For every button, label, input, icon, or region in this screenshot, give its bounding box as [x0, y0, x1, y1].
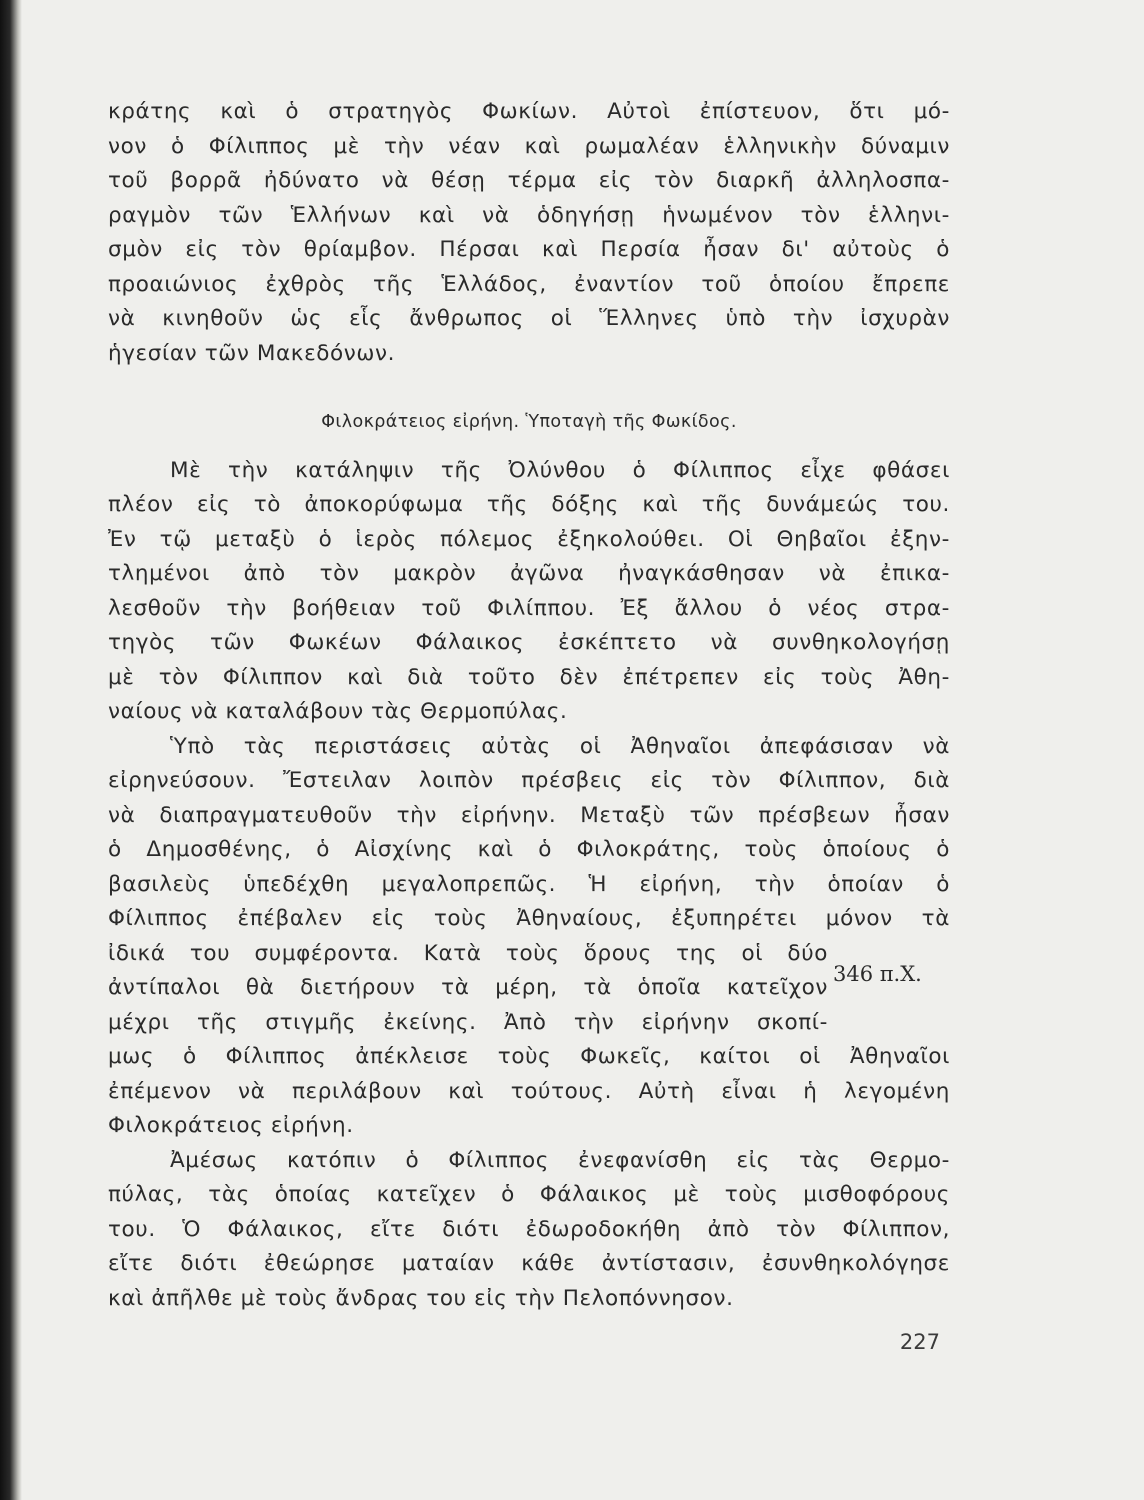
page-number: 227 [899, 1330, 940, 1354]
text-line: ραγμὸν τῶν Ἑλλήνων καὶ νὰ ὁδηγήσῃ ἡνωμένον τὸν ἑλληνι- [108, 202, 950, 228]
text-line: τλημένοι ἀπὸ τὸν μακρὸν ἀγῶνα ἠναγκάσθησαν νὰ ἐπικα- [108, 561, 950, 586]
text-line: βασιλεὺς ὑπεδέχθη μεγαλοπρεπῶς. Ἡ εἰρήνη, τὴν ὁποίαν ὁ [108, 871, 950, 897]
text-line: νον ὁ Φίλιππος μὲ τὴν νέαν καὶ ρωμαλέαν ἑλληνικὴν δύναμιν [108, 133, 950, 159]
text-line: ναίους νὰ καταλάβουν τὰς Θερμοπύλας. [108, 699, 568, 724]
text-line: πύλας, τὰς ὁποίας κατεῖχεν ὁ Φάλαικος μὲ τοὺς μισθοφόρους [108, 1182, 950, 1207]
text-line: εἴτε διότι ἐθεώρησε ματαίαν κάθε ἀντίστασιν, ἐσυνθηκολόγησε [108, 1251, 950, 1276]
text-line: τοῦ βορρᾶ ἠδύνατο νὰ θέσῃ τέρμα εἰς τὸν διαρκῆ ἀλληλοσπα- [108, 168, 950, 193]
text-line: κράτης καὶ ὁ στρατηγὸς Φωκίων. Αὐτοὶ ἐπίστευον, ὅτι μό- [108, 99, 950, 124]
text-line: ἰδικά του συμφέροντα. Κατὰ τοὺς ὅρους της οἱ δύο [108, 940, 828, 966]
text-line: μως ὁ Φίλιππος ἀπέκλεισε τοὺς Φωκεῖς, καίτοι οἱ Ἀθηναῖοι [108, 1044, 950, 1069]
text-line: καὶ ἀπῆλθε μὲ τοὺς ἄνδρας του εἰς τὴν Πελοπόννησον. [108, 1285, 734, 1311]
text-line: εἰρηνεύσουν. Ἔστειλαν λοιπὸν πρέσβεις εἰς τὸν Φίλιππον, διὰ [108, 768, 950, 793]
section-heading: Φιλοκράτειος εἰρήνη. Ὑποταγὴ τῆς Φωκίδος. [321, 412, 737, 432]
text-line: Ἐν τῷ μεταξὺ ὁ ἱερὸς πόλεμος ἐξηκολούθει. Οἱ Θηβαῖοι ἐξην- [108, 526, 950, 552]
body-text [108, 95, 950, 1316]
paragraph-4 [108, 1144, 950, 1317]
text-line: Φίλιππος ἐπέβαλεν εἰς τοὺς Ἀθηναίους, ἐξυπηρέτει μόνον τὰ [108, 906, 950, 931]
paragraph-3 [108, 730, 950, 1144]
text-line: νὰ διαπραγματευθοῦν τὴν εἰρήνην. Μεταξὺ τῶν πρέσβεων ἦσαν [108, 802, 950, 828]
page-binding-shadow [0, 0, 22, 1500]
text-line: προαιώνιος ἐχθρὸς τῆς Ἑλλάδος, ἐναντίον τοῦ ὁποίου ἔπρεπε [108, 271, 950, 297]
text-line: Ὑπὸ τὰς περιστάσεις αὐτὰς οἱ Ἀθηναῖοι ἀπεφάσισαν νὰ [170, 733, 950, 759]
text-line: ἡγεσίαν τῶν Μακεδόνων. [108, 340, 396, 366]
text-line: μὲ τὸν Φίλιππον καὶ διὰ τοῦτο δὲν ἐπέτρεπεν εἰς τοὺς Ἀθη- [108, 664, 950, 690]
text-line: νὰ κινηθοῦν ὡς εἷς ἄνθρωπος οἱ Ἕλληνες ὑπὸ τὴν ἰσχυρὰν [108, 306, 950, 331]
text-line: ἀντίπαλοι θὰ διετήρουν τὰ μέρη, τὰ ὁποῖα κατεῖχον [108, 975, 828, 1000]
text-line: μέχρι τῆς στιγμῆς ἐκείνης. Ἀπὸ τὴν εἰρήνην σκοπί- [108, 1009, 828, 1035]
text-line: πλέον εἰς τὸ ἀποκορύφωμα τῆς δόξης καὶ τῆς δυνάμεώς του. [108, 492, 950, 517]
text-line: σμὸν εἰς τὸν θρίαμβον. Πέρσαι καὶ Περσία ἦσαν δι' αὐτοὺς ὁ [108, 237, 950, 262]
text-line: του. Ὁ Φάλαικος, εἴτε διότι ἐδωροδοκήθη ἀπὸ τὸν Φίλιππον, [108, 1216, 950, 1242]
text-line: τηγὸς τῶν Φωκέων Φάλαικος ἐσκέπτετο νὰ συνθηκολογήσῃ [108, 630, 950, 655]
paragraph-1 [108, 95, 950, 371]
text-line: Μὲ τὴν κατάληψιν τῆς Ὀλύνθου ὁ Φίλιππος εἶχε φθάσει [170, 457, 950, 483]
text-line: Ἀμέσως κατόπιν ὁ Φίλιππος ἐνεφανίσθη εἰς τὰς Θερμο- [170, 1147, 950, 1173]
margin-date-note: 346 π.Χ. [833, 962, 922, 986]
text-line: ὁ Δημοσθένης, ὁ Αἰσχίνης καὶ ὁ Φιλοκράτης, τοὺς ὁποίους ὁ [108, 837, 950, 862]
text-line: ἐπέμενον νὰ περιλάβουν καὶ τούτους. Αὐτὴ εἶναι ἡ λεγομένη [108, 1078, 950, 1104]
text-line: λεσθοῦν τὴν βοήθειαν τοῦ Φιλίππου. Ἐξ ἄλλου ὁ νέος στρα- [108, 595, 950, 621]
paragraph-2 [108, 454, 950, 730]
text-line: Φιλοκράτειος εἰρήνη. [108, 1113, 354, 1138]
